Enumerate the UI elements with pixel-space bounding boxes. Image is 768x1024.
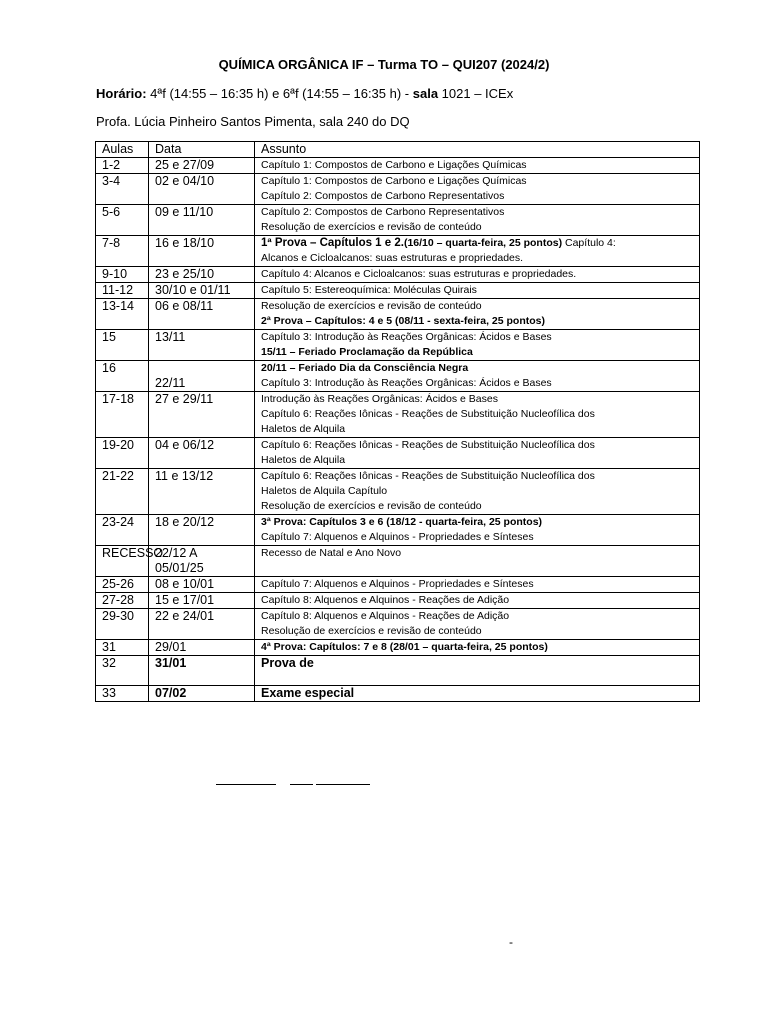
assunto-line: Alcanos e Cicloalcanos: suas estruturas e propriedades. (261, 252, 524, 264)
assunto-line: Capítulo 7: Alquenos e Alquinos - Propriedades e Sínteses (261, 531, 534, 543)
aula-cell: 15 (96, 330, 149, 361)
page-title: QUÍMICA ORGÂNICA IF – Turma TO – QUI207 (2024/2) (218, 57, 550, 72)
assunto-line: Haletos de Alquila (261, 423, 346, 435)
page-mark: - (509, 935, 513, 949)
assunto-cell (255, 546, 700, 577)
assunto-line (261, 236, 693, 251)
data-cell: 30/10 e 01/11 (149, 283, 255, 299)
assunto-cell (255, 686, 700, 702)
data-cell: 25 e 27/09 (149, 158, 255, 174)
assunto-line: Resolução de exercícios e revisão de conteúdo (261, 500, 482, 512)
assunto-line: Resolução de exercícios e revisão de conteúdo (261, 221, 482, 233)
aula-cell: 16 (96, 361, 149, 392)
table-row (96, 330, 700, 361)
exam-line: 3ª Prova: Capítulos 3 e 6 (18/12 - quarta-feira, 25 pontos) (261, 516, 543, 528)
table-row (96, 593, 700, 609)
assunto-cell (255, 609, 700, 640)
assunto-cell (255, 656, 700, 686)
data-cell: 22/11 (149, 361, 255, 392)
assunto-cell (255, 392, 700, 438)
data-cell: 07/02 (149, 686, 255, 702)
table-row (96, 392, 700, 438)
exam-line: Exame especial (261, 686, 355, 700)
table-row (96, 686, 700, 702)
data-cell: 02 e 04/10 (149, 174, 255, 205)
aula-cell: 17-18 (96, 392, 149, 438)
assunto-line: Capítulo 6: Reações Iônicas - Reações de Substituição Nucleofílica dos (261, 470, 595, 482)
exam-line: 2ª Prova – Capítulos: 4 e 5 (08/11 - sexta-feira, 25 pontos) (261, 315, 545, 327)
assunto-cell (255, 593, 700, 609)
table-row (96, 299, 700, 330)
assunto-line: Capítulo 3: Introdução às Reações Orgânicas: Ácidos e Bases (261, 331, 552, 343)
assunto-cell (255, 267, 700, 283)
data-cell: 31/01 (149, 656, 255, 686)
data-cell: 27 e 29/11 (149, 392, 255, 438)
assunto-line: Recesso de Natal e Ano Novo (261, 547, 402, 559)
aula-cell: 1-2 (96, 158, 149, 174)
header-assunto: Assunto (255, 142, 700, 158)
table-row (96, 236, 700, 267)
table-header-row (96, 142, 700, 158)
assunto-line: Capítulo 4: Alcanos e Cicloalcanos: suas estruturas e propriedades. (261, 268, 577, 280)
assunto-line: Resolução de exercícios e revisão de conteúdo (261, 300, 482, 312)
exam-label: 1ª Prova – Capítulos 1 e 2. (261, 237, 404, 249)
professor-line: Profa. Lúcia Pinheiro Santos Pimenta, sala 240 do DQ (96, 114, 410, 129)
assunto-cell (255, 515, 700, 546)
aula-cell: 7-8 (96, 236, 149, 267)
sala-text: 1021 – ICEx (438, 86, 514, 101)
aula-cell: 13-14 (96, 299, 149, 330)
aula-cell: RECESSO (96, 546, 149, 577)
table-row (96, 656, 700, 686)
assunto-cell (255, 299, 700, 330)
horario-text: 4ªf (14:55 – 16:35 h) e 6ªf (14:55 – 16:35 h) - (146, 86, 413, 101)
exam-line: 4ª Prova: Capítulos: 7 e 8 (28/01 – quarta-feira, 25 pontos) (261, 641, 548, 653)
aula-cell: 11-12 (96, 283, 149, 299)
aula-cell: 32 (96, 656, 149, 686)
data-cell: 22/12 A 05/01/25 (149, 546, 255, 577)
table-row (96, 205, 700, 236)
assunto-line: Capítulo 5: Estereoquímica: Moléculas Quirais (261, 284, 477, 296)
data-cell: 16 e 18/10 (149, 236, 255, 267)
assunto-line: Introdução às Reações Orgânicas: Ácidos e Bases (261, 393, 498, 405)
table-row (96, 283, 700, 299)
assunto-line: Resolução de exercícios e revisão de conteúdo (261, 625, 482, 637)
exam-line: Prova de (261, 656, 314, 670)
assunto-line: Capítulo 3: Introdução às Reações Orgânicas: Ácidos e Bases (261, 377, 552, 389)
data-cell: 08 e 10/01 (149, 577, 255, 593)
data-cell: 09 e 11/10 (149, 205, 255, 236)
aula-cell: 25-26 (96, 577, 149, 593)
aula-cell: 21-22 (96, 469, 149, 515)
aula-cell: 29-30 (96, 609, 149, 640)
data-cell: 13/11 (149, 330, 255, 361)
table-row (96, 515, 700, 546)
data-cell: 15 e 17/01 (149, 593, 255, 609)
horario-label: Horário: (96, 86, 147, 101)
assunto-cell (255, 205, 700, 236)
assunto-line: Capítulo 2: Compostos de Carbono Representativos (261, 206, 505, 218)
aula-cell: 27-28 (96, 593, 149, 609)
holiday-line: 20/11 – Feriado Dia da Consciência Negra (261, 362, 469, 374)
header-aulas: Aulas (96, 142, 149, 158)
assunto-cell (255, 283, 700, 299)
assunto-line: Capítulo 1: Compostos de Carbono e Ligações Químicas (261, 175, 527, 187)
schedule-table (95, 141, 700, 702)
data-cell: 23 e 25/10 (149, 267, 255, 283)
data-cell: 11 e 13/12 (149, 469, 255, 515)
data-cell: 04 e 06/12 (149, 438, 255, 469)
blank-line-1 (216, 784, 276, 785)
assunto-cell (255, 158, 700, 174)
blank-line-2 (290, 784, 313, 785)
exam-detail: (16/10 – quarta-feira, 25 pontos) (403, 237, 563, 249)
aula-cell: 23-24 (96, 515, 149, 546)
assunto-cell (255, 469, 700, 515)
table-row (96, 174, 700, 205)
table-row (96, 267, 700, 283)
assunto-cell (255, 361, 700, 392)
assunto-line: Haletos de Alquila (261, 454, 346, 466)
table-row (96, 546, 700, 577)
table-row (96, 438, 700, 469)
assunto-line: Capítulo 8: Alquenos e Alquinos - Reações de Adição (261, 610, 510, 622)
assunto-cell (255, 236, 700, 267)
table-row (96, 158, 700, 174)
assunto-line: Capítulo 6: Reações Iônicas - Reações de Substituição Nucleofílica dos (261, 408, 595, 420)
assunto-continuation: Capítulo 4: (562, 237, 616, 249)
aula-cell: 9-10 (96, 267, 149, 283)
aula-cell: 5-6 (96, 205, 149, 236)
assunto-line: Capítulo 8: Alquenos e Alquinos - Reações de Adição (261, 594, 510, 606)
assunto-line: Capítulo 2: Compostos de Carbono Representativos (261, 190, 505, 202)
blank-line-3 (316, 784, 370, 785)
data-cell: 22 e 24/01 (149, 609, 255, 640)
assunto-cell (255, 438, 700, 469)
data-cell: 06 e 08/11 (149, 299, 255, 330)
schedule-line (96, 86, 513, 101)
assunto-cell (255, 640, 700, 656)
table-row (96, 609, 700, 640)
aula-cell: 19-20 (96, 438, 149, 469)
assunto-cell (255, 330, 700, 361)
data-cell: 29/01 (149, 640, 255, 656)
table-row (96, 469, 700, 515)
data-cell: 18 e 20/12 (149, 515, 255, 546)
assunto-line: Capítulo 6: Reações Iônicas - Reações de Substituição Nucleofílica dos (261, 439, 595, 451)
assunto-cell (255, 174, 700, 205)
aula-cell: 31 (96, 640, 149, 656)
table-row (96, 577, 700, 593)
aula-cell: 3-4 (96, 174, 149, 205)
header-data: Data (149, 142, 255, 158)
aula-cell: 33 (96, 686, 149, 702)
assunto-cell (255, 577, 700, 593)
holiday-line: 15/11 – Feriado Proclamação da República (261, 346, 473, 358)
table-row (96, 640, 700, 656)
assunto-line: Capítulo 1: Compostos de Carbono e Ligações Químicas (261, 159, 527, 171)
assunto-line: Haletos de Alquila Capítulo (261, 485, 388, 497)
sala-label: sala (412, 86, 439, 101)
table-row (96, 361, 700, 392)
assunto-line: Capítulo 7: Alquenos e Alquinos - Propriedades e Sínteses (261, 578, 534, 590)
